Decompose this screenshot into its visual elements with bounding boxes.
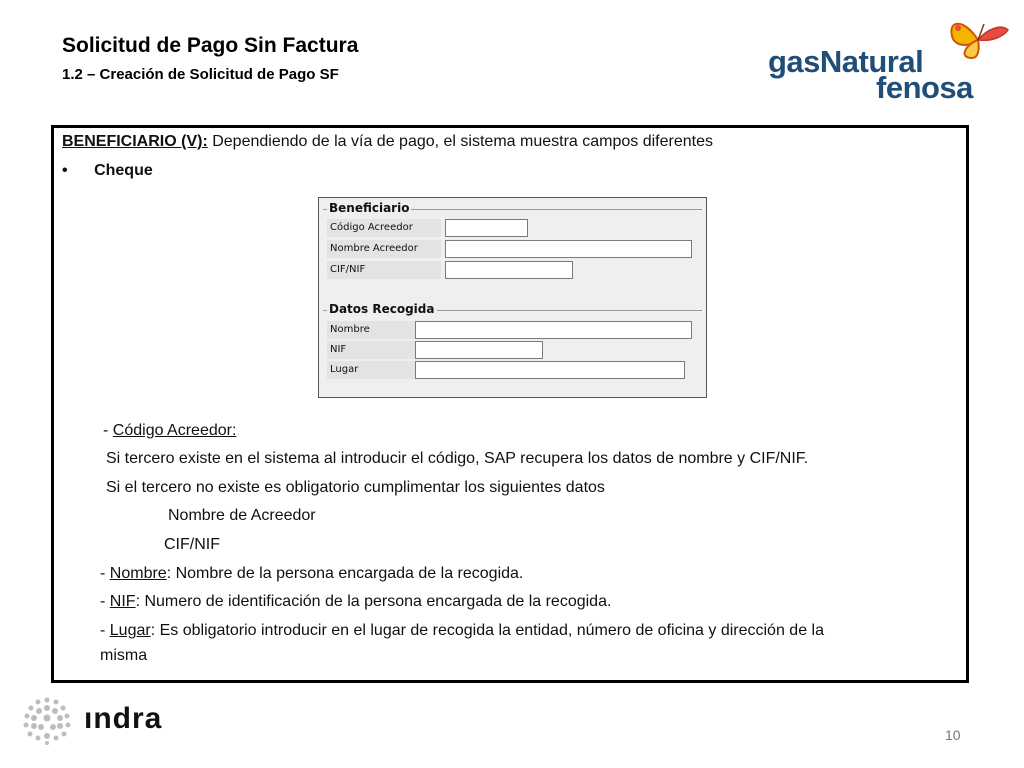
nif-text: : Numero de identificación de la persona encargada de la recogida.	[135, 593, 612, 610]
lugar-label: Lugar	[109, 622, 151, 639]
bullet-cheque-label: Cheque	[94, 162, 153, 179]
logo-text-fenosa: fenosa	[876, 70, 973, 105]
cif-nif-input[interactable]	[445, 261, 573, 279]
beneficiario-description: Dependiendo de la vía de pago, el sistema muestra campos diferentes	[207, 133, 713, 150]
nif-dash: -	[100, 593, 110, 610]
text-sap-recupera: Si tercero existe en el sistema al introducir el código, SAP recupera los datos de nombre y CIF/NIF.	[106, 450, 809, 467]
nombre-acreedor-input[interactable]	[445, 240, 692, 258]
field-label-cif-nif: CIF/NIF	[327, 261, 441, 279]
group-title-beneficiario: Beneficiario	[329, 201, 410, 215]
slide-subtitle: 1.2 – Creación de Solicitud de Pago SF	[62, 66, 339, 83]
butterfly-icon	[944, 14, 1012, 64]
text-obligatorio: Si el tercero no existe es obligatorio cumplimentar los siguientes datos	[106, 479, 605, 496]
sap-beneficiario-panel	[318, 197, 707, 398]
nif-description	[100, 593, 611, 611]
codigo-prefix: -	[103, 422, 113, 439]
required-item-nombre-acreedor: Nombre de Acreedor	[168, 507, 316, 524]
field-label-lugar: Lugar	[327, 361, 415, 379]
lugar-description-cont: misma	[100, 647, 148, 664]
nombre-description	[100, 565, 523, 583]
beneficiario-label: BENEFICIARIO (V):	[62, 133, 208, 150]
recogida-nombre-input[interactable]	[415, 321, 692, 339]
lugar-description	[100, 622, 824, 640]
recogida-lugar-input[interactable]	[415, 361, 685, 379]
beneficiario-heading	[62, 133, 713, 151]
logo-text-gasnatural: gasNatural	[768, 44, 924, 79]
bullet-icon: •	[62, 162, 68, 179]
group-title-datos-recogida: Datos Recogida	[329, 302, 435, 316]
indra-logo-text: ındra	[84, 702, 163, 735]
field-label-nombre-acreedor: Nombre Acreedor	[327, 240, 441, 258]
page-number: 10	[945, 727, 961, 743]
lugar-text: : Es obligatorio introducir en el lugar de recogida la entidad, número de oficina y dirección de la	[150, 622, 824, 639]
nif-label: NIF	[109, 593, 136, 610]
recogida-nif-input[interactable]	[415, 341, 543, 359]
nombre-label: Nombre	[109, 565, 167, 582]
codigo-acreedor-heading	[103, 422, 236, 440]
field-label-nombre: Nombre	[327, 321, 415, 339]
gas-natural-fenosa-logo	[766, 14, 1012, 104]
nombre-text: : Nombre de la persona encargada de la recogida.	[166, 565, 524, 582]
indra-dots-icon	[22, 696, 72, 746]
required-item-cif-nif: CIF/NIF	[164, 536, 220, 553]
bullet-cheque	[62, 162, 153, 180]
nombre-dash: -	[100, 565, 110, 582]
codigo-acreedor-input[interactable]	[445, 219, 528, 237]
codigo-acreedor-label: Código Acreedor:	[112, 422, 237, 439]
slide-title: Solicitud de Pago Sin Factura	[62, 34, 359, 57]
field-label-nif: NIF	[327, 341, 415, 359]
lugar-dash: -	[100, 622, 110, 639]
field-label-codigo-acreedor: Código Acreedor	[327, 219, 441, 237]
